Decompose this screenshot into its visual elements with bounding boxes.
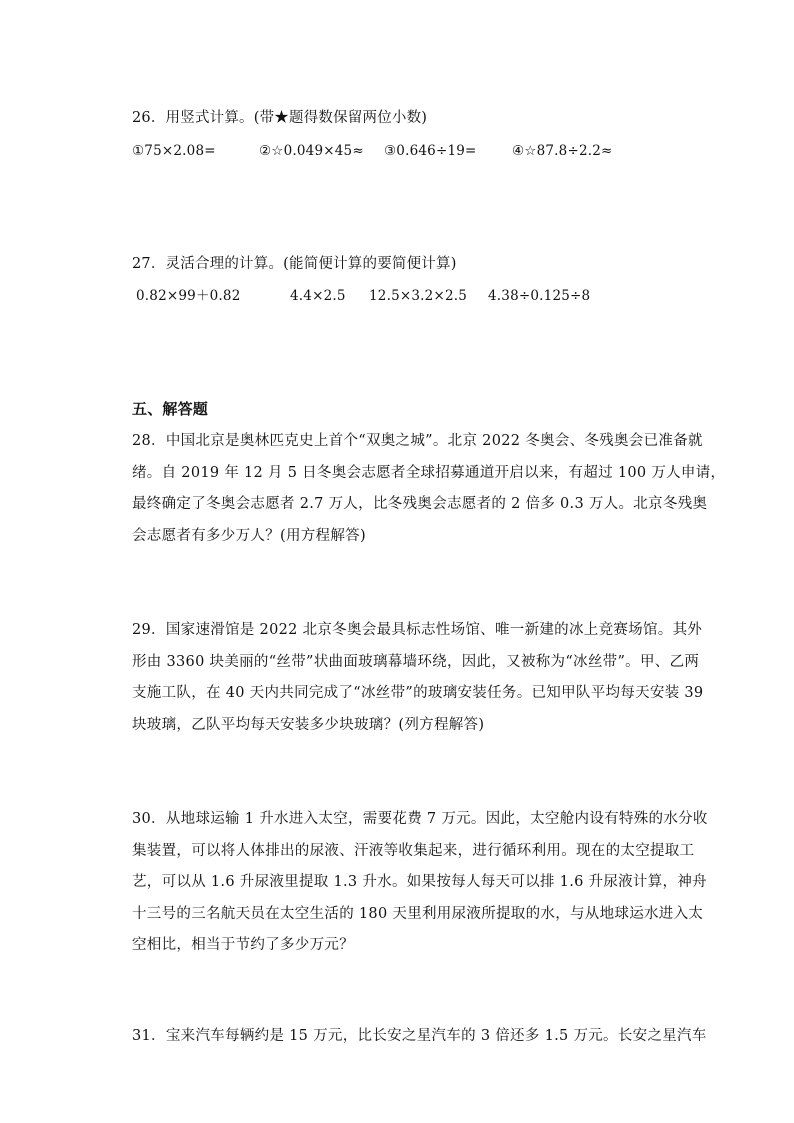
q28-line: 28．中国北京是奥林匹克史上首个“双奥之城”。北京 2022 冬奥会、冬残奥会已准备就 bbox=[132, 433, 703, 449]
q27-item-4: 4.38÷0.125÷8 bbox=[488, 288, 591, 304]
q30-line: 集装置，可以将人体排出的尿液、汗液等收集起来，进行循环利用。现在的太空提取工 bbox=[132, 842, 695, 859]
q28-line: 最终确定了冬奥会志愿者 2.7 万人，比冬残奥会志愿者的 2 倍多 0.3 万人。北京冬残奥 bbox=[132, 496, 708, 512]
q26-item-2: ②☆0.049×45≈ bbox=[259, 143, 364, 159]
question-29 bbox=[132, 615, 704, 741]
q26-item-4: ④☆87.8÷2.2≈ bbox=[512, 143, 613, 159]
question-27-title: 27．灵活合理的计算。(能简便计算的要简便计算) bbox=[132, 256, 457, 272]
q30-line: 30．从地球运输 1 升水进入太空，需要花费 7 万元。因此，太空舱内设有特殊的水分收 bbox=[132, 811, 708, 827]
question-31 bbox=[132, 1021, 707, 1053]
q29-line: 29．国家速滑馆是 2022 北京冬奥会最具标志性场馆、唯一新建的冰上竞赛场馆。其外 bbox=[132, 622, 703, 638]
q28-line: 会志愿者有多少万人？(用方程解答) bbox=[132, 527, 366, 544]
q31-line: 31．宝来汽车每辆约是 15 万元，比长安之星汽车的 3 倍还多 1.5 万元。长安之星汽车 bbox=[132, 1028, 707, 1044]
q27-item-3: 12.5×3.2×2.5 bbox=[369, 288, 468, 304]
q30-line: 空相比，相当于节约了多少万元？ bbox=[132, 937, 354, 953]
q26-item-3: ③0.646÷19= bbox=[384, 143, 477, 159]
question-30 bbox=[132, 804, 708, 962]
q27-item-2: 4.4×2.5 bbox=[290, 288, 346, 304]
question-28 bbox=[132, 426, 726, 552]
q29-line: 支施工队，在 40 天内共同完成了“冰丝带”的玻璃安装任务。已知甲队平均每天安装 39 bbox=[132, 685, 704, 701]
q28-line: 绪。自 2019 年 12 月 5 日冬奥会志愿者全球招募通道开启以来，有超过 100 万人申请， bbox=[132, 464, 726, 481]
q27-item-1: 0.82×99＋0.82 bbox=[136, 288, 241, 304]
q26-item-1: ①75×2.08= bbox=[132, 143, 216, 159]
q29-line: 形由 3360 块美丽的“丝带”状曲面玻璃幕墙环绕，因此，又被称为“冰丝带”。甲、乙两 bbox=[132, 653, 700, 670]
section-title: 五、解答题 bbox=[132, 400, 209, 418]
q30-line: 艺，可以从 1.6 升尿液里提取 1.3 升水。如果按每人每天可以排 1.6 升尿液计算，神舟 bbox=[132, 874, 707, 890]
question-26-title: 26．用竖式计算。(带★题得数保留两位小数) bbox=[132, 110, 428, 126]
q30-line: 十三号的三名航天员在太空生活的 180 天里利用尿液所提取的水，与从地球运水进入太 bbox=[132, 905, 704, 922]
q29-line: 块玻璃，乙队平均每天安装多少块玻璃？(列方程解答) bbox=[132, 716, 485, 733]
